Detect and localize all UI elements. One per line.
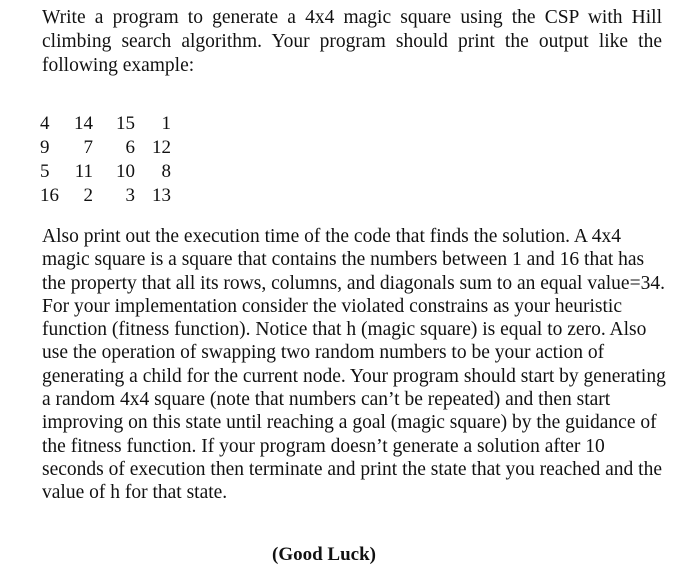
magic-square-row bbox=[40, 160, 171, 184]
magic-square-row bbox=[40, 184, 171, 208]
magic-square-cell: 3 bbox=[125, 185, 135, 206]
assignment-requirements: Also print out the execution time of the code that finds the solution. A 4x4 magic square is a square that contains the numbers between 1 and 16 that has the property that all its rows, columns, and diagonals sum to an equal value=34. For your implementation consider the violated constrains as your heuristic function (fitness function). Notice that h (magic square) is equal to zero. Also use the operation of swapping two random numbers to be your action of generating a child for the current node. Your program should start by generating a random 4x4 square (note that numbers can’t be repeated) and then start improving on this state until reaching a goal (magic square) by the guidance of the fitness function. If your program doesn’t generate a solution after 10 seconds of execution then terminate and print the state that you reached and the value of h for that state. bbox=[42, 226, 666, 504]
magic-square-cell: 4 bbox=[40, 113, 50, 134]
magic-square-row bbox=[40, 136, 171, 160]
magic-square-cell: 2 bbox=[83, 185, 93, 206]
magic-square-cell: 1 bbox=[161, 113, 171, 134]
closing-remark: (Good Luck) bbox=[272, 544, 376, 565]
magic-square-cell: 13 bbox=[152, 185, 171, 206]
magic-square-row bbox=[40, 112, 171, 136]
magic-square-cell: 16 bbox=[40, 185, 59, 206]
magic-square-cell: 11 bbox=[74, 161, 93, 182]
magic-square-cell: 14 bbox=[74, 113, 93, 134]
assignment-intro: Write a program to generate a 4x4 magic square using the CSP with Hill climbing search algorithm. Your program should print the output like the following example: bbox=[42, 7, 662, 76]
magic-square-cell: 10 bbox=[116, 161, 135, 182]
magic-square-cell: 5 bbox=[40, 161, 50, 182]
magic-square-cell: 7 bbox=[83, 137, 93, 158]
magic-square-cell: 15 bbox=[116, 113, 135, 134]
magic-square-cell: 9 bbox=[40, 137, 50, 158]
magic-square-cell: 6 bbox=[125, 137, 135, 158]
magic-square-cell: 12 bbox=[152, 137, 171, 158]
magic-square-cell: 8 bbox=[161, 161, 171, 182]
example-magic-square bbox=[40, 112, 171, 208]
